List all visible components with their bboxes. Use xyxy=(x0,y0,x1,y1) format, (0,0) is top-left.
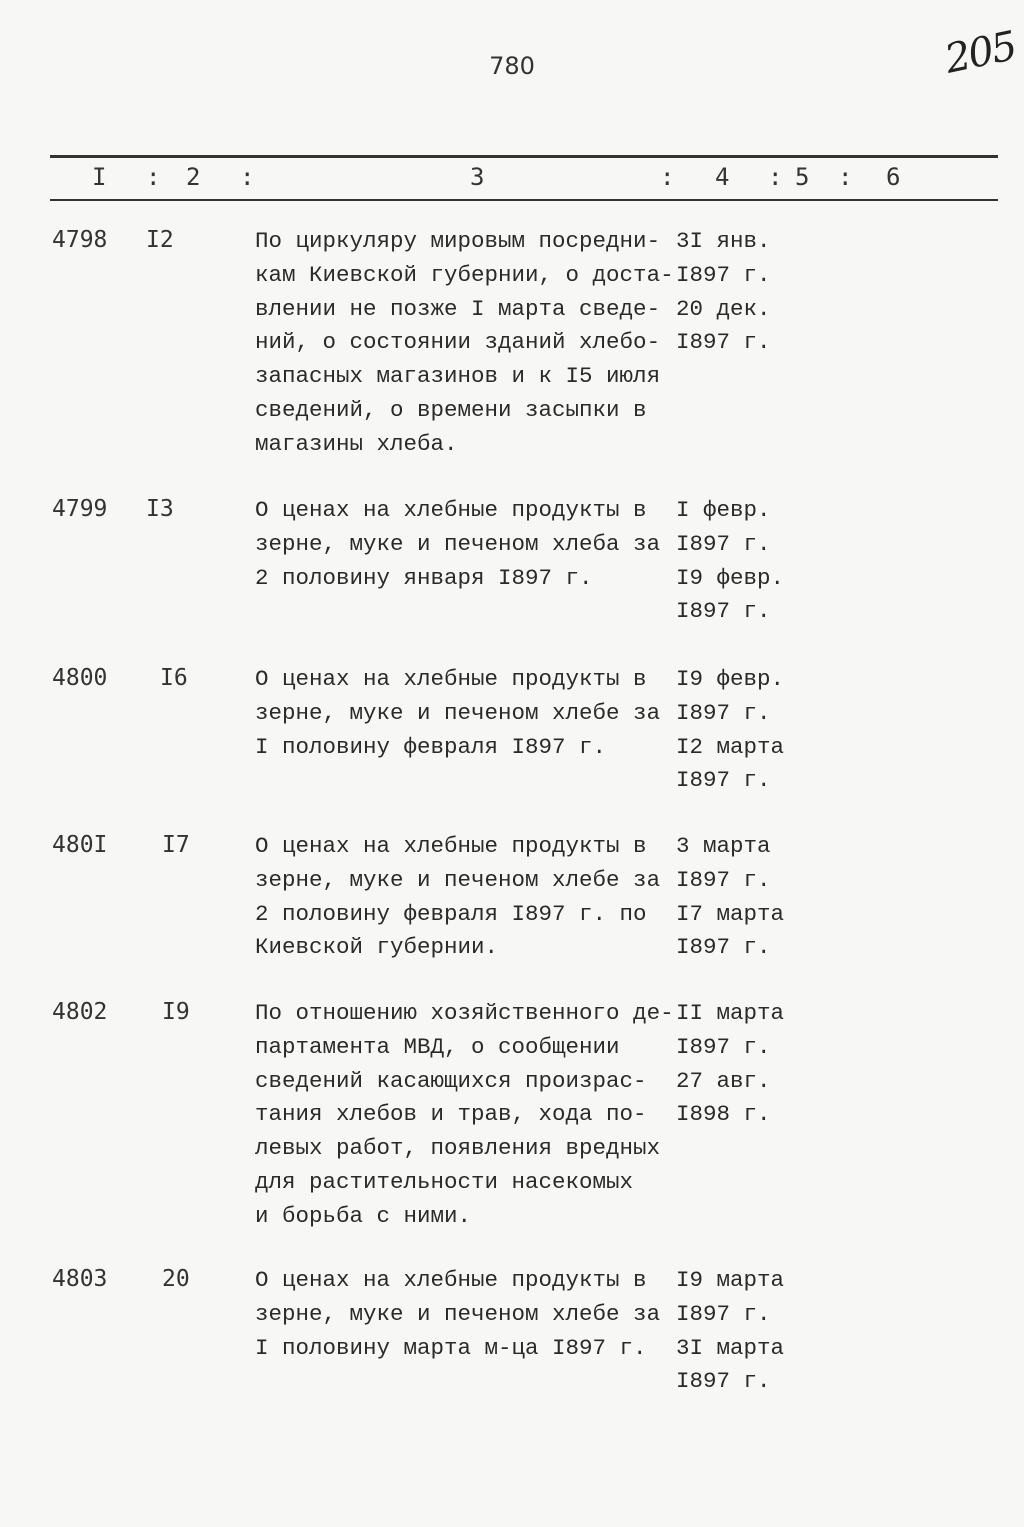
description-line: для растительности насекомых xyxy=(255,1168,634,1195)
folio-handwritten-number: 205 xyxy=(940,23,1020,83)
entry-sheet: I9 xyxy=(162,999,190,1025)
date-line: I февр. xyxy=(676,497,771,523)
date-line: 27 авг. xyxy=(676,1067,771,1094)
description-line: О ценах на хлебные продукты в xyxy=(255,1267,647,1293)
description-line: О ценах на хлебные продукты в xyxy=(255,666,647,692)
description-line: I половину февраля I897 г. xyxy=(255,733,607,760)
entry-description xyxy=(255,225,675,462)
header-col-2: 2 xyxy=(186,163,201,191)
date-line: I897 г. xyxy=(676,329,771,356)
entry-number: 480I xyxy=(52,832,108,858)
page-number: 780 xyxy=(489,52,535,80)
entry-sheet: I2 xyxy=(146,227,174,253)
description-line: По отношению хозяйственного де- xyxy=(255,1000,674,1026)
description-line: тания хлебов и трав, хода по- xyxy=(255,1101,647,1128)
description-line: левых работ, появления вредных xyxy=(255,1135,661,1162)
entry-dates xyxy=(676,1264,816,1399)
description-line: О ценах на хлебные продукты в xyxy=(255,833,647,859)
description-line: 2 половину января I897 г. xyxy=(255,564,593,591)
date-line: I9 февр. xyxy=(676,666,785,692)
date-line: I897 г. xyxy=(676,1300,771,1327)
date-line: I897 г. xyxy=(676,866,771,893)
header-sep-4: : xyxy=(768,163,783,191)
date-line: I897 г. xyxy=(676,261,771,288)
entry-dates xyxy=(676,225,816,360)
date-line: I898 г. xyxy=(676,1101,771,1128)
description-line: запасных магазинов и к I5 июля xyxy=(255,363,661,390)
date-line: I897 г. xyxy=(676,598,771,625)
description-line: зерне, муке и печеном хлебе за xyxy=(255,866,661,893)
description-line: сведений касающихся произрас- xyxy=(255,1067,647,1094)
description-line: О ценах на хлебные продукты в xyxy=(255,497,647,523)
entry-sheet: 20 xyxy=(162,1266,190,1292)
entry-dates xyxy=(676,830,816,965)
header-sep-5: : xyxy=(838,163,853,191)
date-line: I7 марта xyxy=(676,900,785,927)
entry-number: 4800 xyxy=(52,665,108,691)
date-line: I897 г. xyxy=(676,767,771,794)
description-line: По циркуляру мировым посредни- xyxy=(255,228,661,254)
description-line: ний, о состоянии зданий хлебо- xyxy=(255,329,661,356)
header-sep-1: : xyxy=(146,163,161,191)
header-col-4: 4 xyxy=(715,163,730,191)
entry-sheet: I7 xyxy=(162,832,190,858)
description-line: зерне, муке и печеном хлебе за xyxy=(255,699,661,726)
date-line: I897 г. xyxy=(676,699,771,726)
description-line: Киевской губернии. xyxy=(255,934,499,961)
date-line: I9 февр. xyxy=(676,564,785,591)
date-line: I897 г. xyxy=(676,934,771,961)
description-line: зерне, муке и печеном хлеба за xyxy=(255,530,661,557)
header-sep-2: : xyxy=(240,163,255,191)
entry-description xyxy=(255,830,675,965)
description-line: и борьба с ними. xyxy=(255,1202,472,1229)
table-header-bottom-rule xyxy=(50,199,998,201)
date-line: 3I янв. xyxy=(676,228,771,254)
entry-description xyxy=(255,1264,675,1365)
date-line: 3 марта xyxy=(676,833,771,859)
date-line: II марта xyxy=(676,1000,785,1026)
entry-dates xyxy=(676,663,816,798)
entry-description xyxy=(255,663,675,764)
entry-number: 4803 xyxy=(52,1266,108,1292)
header-col-6: 6 xyxy=(886,163,901,191)
header-col-1: I xyxy=(92,163,107,191)
entry-sheet: I6 xyxy=(160,665,188,691)
date-line: I897 г. xyxy=(676,1033,771,1060)
date-line: I897 г. xyxy=(676,530,771,557)
date-line: I2 марта xyxy=(676,733,785,760)
description-line: зерне, муке и печеном хлебе за xyxy=(255,1300,661,1327)
entry-dates xyxy=(676,997,816,1132)
date-line: I9 марта xyxy=(676,1267,785,1293)
header-sep-3: : xyxy=(660,163,675,191)
description-line: влении не позже I марта сведе- xyxy=(255,295,661,322)
description-line: кам Киевской губернии, о доста- xyxy=(255,261,674,288)
table-header-top-rule xyxy=(50,155,998,158)
date-line: 3I марта xyxy=(676,1334,785,1361)
description-line: сведений, о времени засыпки в xyxy=(255,396,647,423)
entry-dates xyxy=(676,494,816,629)
date-line: 20 дек. xyxy=(676,295,771,322)
description-line: 2 половину февраля I897 г. по xyxy=(255,900,647,927)
description-line: магазины хлеба. xyxy=(255,430,458,457)
header-col-3: 3 xyxy=(470,163,485,191)
entry-description xyxy=(255,997,675,1234)
entry-number: 4798 xyxy=(52,227,108,253)
entry-number: 4799 xyxy=(52,496,108,522)
description-line: партамента МВД, о сообщении xyxy=(255,1033,620,1060)
entry-sheet: I3 xyxy=(146,496,174,522)
entry-number: 4802 xyxy=(52,999,108,1025)
header-col-5: 5 xyxy=(795,163,810,191)
description-line: I половину марта м-ца I897 г. xyxy=(255,1334,647,1361)
date-line: I897 г. xyxy=(676,1368,771,1395)
entry-description xyxy=(255,494,675,595)
